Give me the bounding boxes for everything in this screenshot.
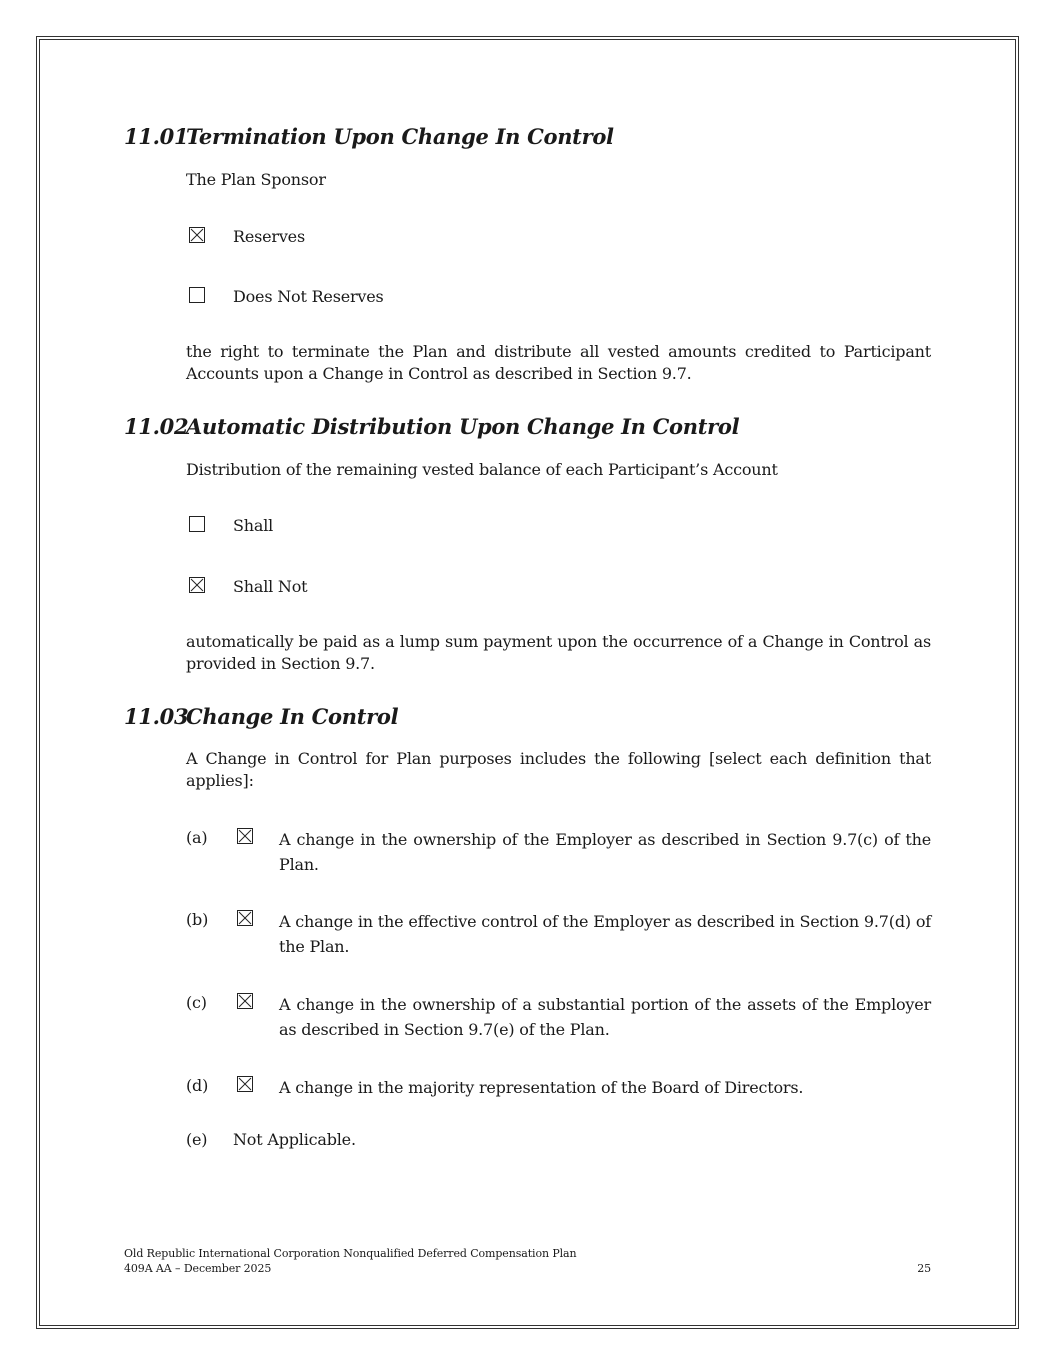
section-intro: The Plan Sponsor — [186, 170, 326, 189]
item-letter: (e) — [186, 1130, 208, 1149]
checkbox-item-b[interactable] — [237, 910, 253, 926]
item-text: Not Applicable. — [233, 1130, 356, 1149]
footer-plan-name: Old Republic International Corporation Nonqualified Deferred Compensation Plan — [124, 1247, 577, 1260]
checkbox-shall-not[interactable] — [189, 577, 205, 593]
section-title: Automatic Distribution Upon Change In Control — [186, 414, 740, 439]
section-intro: Distribution of the remaining vested balance of each Participant’s Account — [186, 460, 778, 479]
option-label-reserves: Reserves — [233, 227, 305, 246]
section-number: 11.02 — [124, 414, 189, 439]
section-heading-11-03 — [124, 704, 398, 729]
item-text: A change in the ownership of a substantial portion of the assets of the Employer as described in Section 9.7(e) of the Plan. — [279, 995, 931, 1039]
option-label-shall: Shall — [233, 516, 274, 535]
item-text: A change in the effective control of the Employer as described in Section 9.7(d) of the Plan. — [279, 912, 931, 956]
check-x-icon — [238, 1077, 252, 1091]
check-x-icon — [190, 228, 204, 242]
checkbox-item-a[interactable] — [237, 828, 253, 844]
check-x-icon — [238, 994, 252, 1008]
section-heading-11-01 — [124, 124, 614, 149]
item-letter: (b) — [186, 910, 209, 929]
checkbox-reserves[interactable] — [189, 227, 205, 243]
page-number: 25 — [917, 1262, 931, 1275]
footer-date: 409A AA – December 2025 — [124, 1262, 272, 1275]
section-closing: the right to terminate the Plan and distribute all vested amounts credited to Participant Accounts upon a Change in Control as described in Section 9.7. — [186, 342, 931, 383]
checkbox-does-not-reserves[interactable] — [189, 287, 205, 303]
section-heading-11-02 — [124, 414, 739, 439]
item-letter: (c) — [186, 993, 207, 1012]
section-number: 11.01 — [124, 124, 189, 149]
option-label-does-not-reserves: Does Not Reserves — [233, 287, 384, 306]
option-label-shall-not: Shall Not — [233, 577, 308, 596]
item-letter: (d) — [186, 1076, 209, 1095]
check-x-icon — [238, 911, 252, 925]
item-text: A change in the ownership of the Employer as described in Section 9.7(c) of the Plan. — [279, 830, 931, 874]
item-letter: (a) — [186, 828, 208, 847]
section-intro: A Change in Control for Plan purposes includes the following [select each definition that applies]: — [186, 749, 931, 790]
section-closing: automatically be paid as a lump sum payment upon the occurrence of a Change in Control as provided in Section 9.7. — [186, 632, 931, 673]
check-x-icon — [190, 578, 204, 592]
checkbox-item-d[interactable] — [237, 1076, 253, 1092]
section-title: Change In Control — [186, 704, 399, 729]
item-text: A change in the majority representation of the Board of Directors. — [279, 1078, 804, 1097]
checkbox-item-c[interactable] — [237, 993, 253, 1009]
section-number: 11.03 — [124, 704, 189, 729]
section-title: Termination Upon Change In Control — [186, 124, 614, 149]
check-x-icon — [238, 829, 252, 843]
checkbox-shall[interactable] — [189, 516, 205, 532]
